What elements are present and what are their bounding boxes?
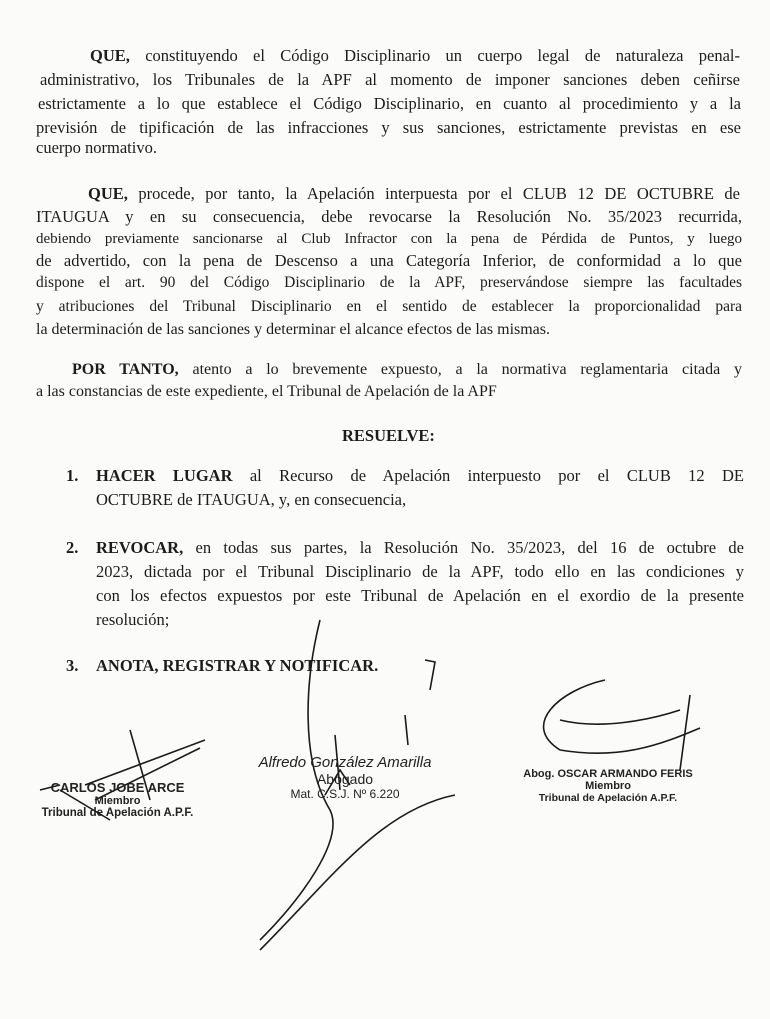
- signer-role: Miembro: [585, 780, 631, 792]
- signature-carlos-jobe-arce: [30, 780, 205, 819]
- p3-lead: POR TANTO,: [72, 361, 179, 378]
- p3-line-1: [72, 360, 742, 380]
- p1-line-2: administrativo, los Tribunales de la APF al momento de imponer sanciones deben ceñirse: [40, 70, 740, 89]
- p2-line-2: ITAUGUA y en su consecuencia, debe revocarse la Resolución No. 35/2023 recurrida,: [36, 207, 742, 226]
- p2-line-7: la determinación de las sanciones y determinar el alcance efectos de las mismas.: [36, 321, 551, 338]
- item-2-num: 2.: [66, 538, 79, 557]
- p2-line-1: [88, 184, 740, 204]
- p2-line-5: dispone el art. 90 del Código Disciplinario de la APF, preservándose siempre las facultades: [36, 274, 742, 291]
- p2-line-6: y atribuciones del Tribunal Disciplinario en el sentido de establecer la proporcionalidad para: [36, 298, 742, 315]
- item-2-line-2: 2023, dictada por el Tribunal Disciplinario de la APF, todo ello en las condiciones y: [96, 562, 744, 581]
- p1-text: constituyendo el Código Disciplinario un cuerpo legal de naturaleza penal-: [145, 46, 741, 65]
- item-2-line-1: [96, 538, 744, 558]
- item-2-line-3: con los efectos expuestos por este Tribunal de Apelación en el exordio de la presente: [96, 586, 744, 605]
- resuelve-heading: [342, 426, 435, 446]
- p3-text: atento a lo brevemente expuesto, a la normativa reglamentaria citada y: [192, 361, 743, 378]
- signer-name: Abog. OSCAR ARMANDO FERIS: [523, 768, 693, 780]
- p1-line-5: cuerpo normativo.: [36, 138, 157, 157]
- p2-text: procede, por tanto, la Apelación interpuesta por el CLUB 12 DE OCTUBRE de: [138, 184, 740, 203]
- signature-oscar-feris: [518, 768, 698, 804]
- item-3-num: 3.: [66, 656, 79, 675]
- signer-body: Tribunal de Apelación A.P.F.: [41, 807, 194, 819]
- signature-alfredo-gonzalez: [250, 754, 440, 801]
- p1-line-3: estrictamente a lo que establece el Código Disciplinario, en cuanto al procedimiento y a la: [38, 94, 741, 113]
- item-2-line-4: resolución;: [96, 610, 170, 629]
- signer-body: Tribunal de Apelación A.P.F.: [538, 792, 678, 804]
- item-3-bold: ANOTA, REGISTRAR Y NOTIFICAR.: [96, 656, 379, 675]
- item-1-text: al Recurso de Apelación interpuesto por el CLUB 12 DE: [249, 466, 744, 485]
- item-3-text: [96, 656, 378, 676]
- signer-name: CARLOS JOBE ARCE: [50, 780, 185, 795]
- item-1-bold: HACER LUGAR: [96, 466, 233, 485]
- item-1-num: 1.: [66, 466, 79, 485]
- p2-lead: QUE,: [88, 184, 128, 203]
- signer-body: Mat. C.S.J. Nº 6.220: [290, 787, 400, 801]
- p2-line-4: de advertido, con la pena de Descenso a una Categoría Inferior, de conformidad a lo que: [36, 251, 742, 270]
- p1-line-4: previsión de tipificación de las infracciones y sus sanciones, estrictamente previstas en ese: [36, 118, 741, 137]
- item-2-text: en todas sus partes, la Resolución No. 35/2023, del 16 de octubre de: [195, 538, 744, 557]
- item-1-line-1: [96, 466, 744, 486]
- signer-name: Alfredo González Amarilla: [258, 754, 432, 771]
- p1-line-1: [90, 46, 740, 66]
- p2-line-3: debiendo previamente sancionarse al Club Infractor con la pena de Pérdida de Puntos, y luego: [36, 231, 742, 247]
- signer-role: Miembro: [94, 795, 141, 807]
- p1-lead: QUE,: [90, 46, 130, 65]
- signer-role: Abogado: [316, 771, 374, 787]
- heading-text: RESUELVE:: [342, 426, 435, 445]
- item-1-line-2: OCTUBRE de ITAUGUA, y, en consecuencia,: [96, 490, 407, 509]
- item-2-bold: REVOCAR,: [96, 538, 184, 557]
- p3-line-2: a las constancias de este expediente, el Tribunal de Apelación de la APF: [36, 383, 497, 400]
